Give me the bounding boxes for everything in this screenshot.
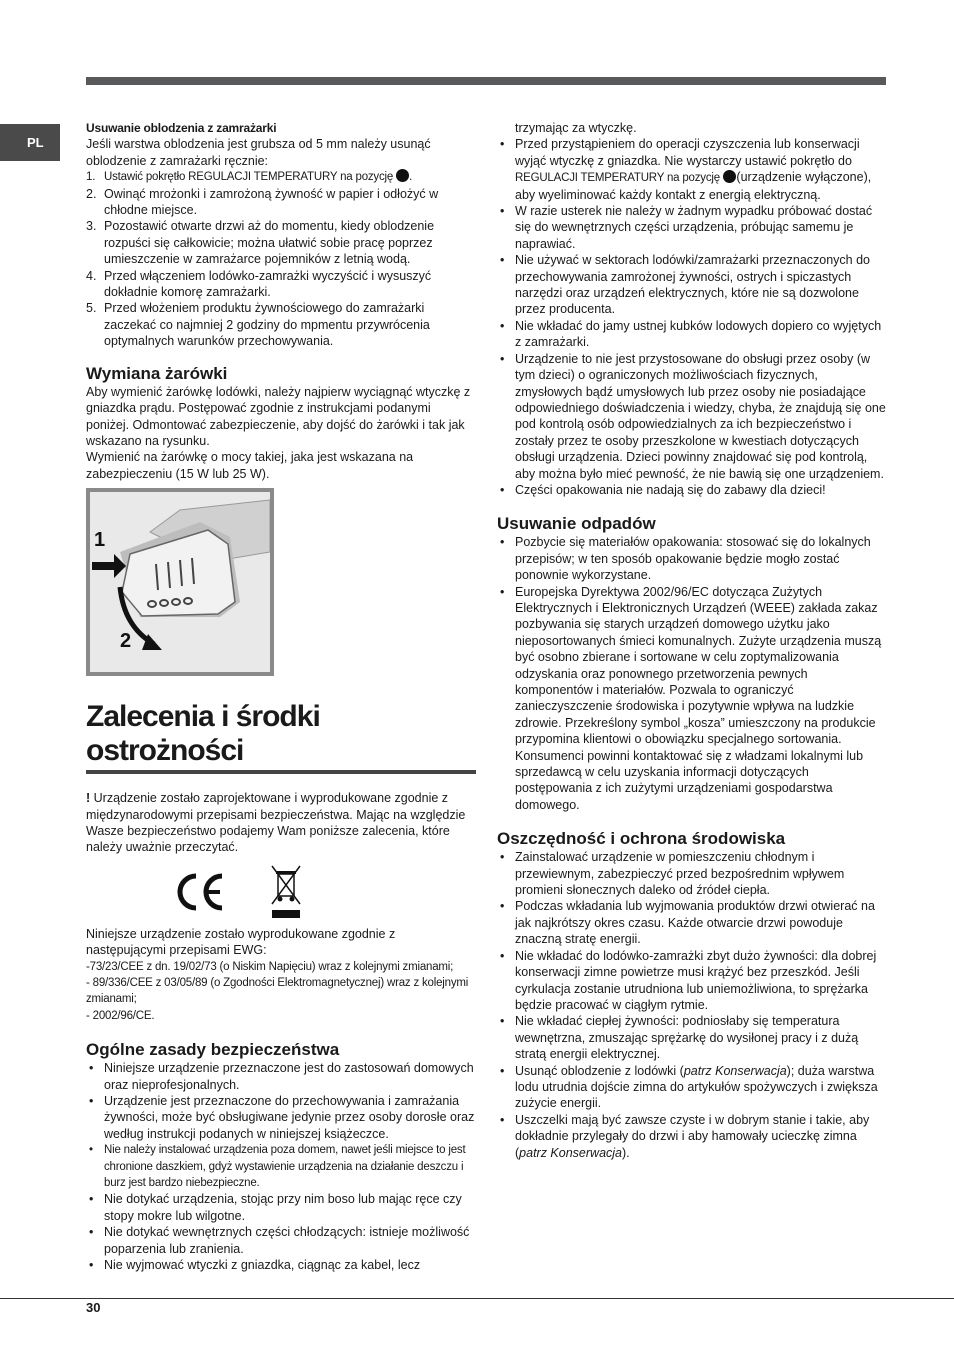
bulb-paragraph-2: Wymienić na żarówkę o mocy takiej, jaka jest wskazana na zabezpieczeniu (15 W lub 25 W). — [86, 450, 414, 481]
eco-title: Oszczędność i ochrona środowiska — [497, 829, 786, 849]
list-item: • Europejska Dyrektywa 2002/96/EC dotycząca Zużytych Elektrycznych i Elektronicznych Urządzeń (WEEE) zakłada zakaz pozbywania się starych urządzeń domowego użytku jako nieposortowanych śmieci komunalnych. Zużyte urządzenia muszą być osobno zbierane i sortowane w celu zoptymalizowania odzyskania oraz ponownego przetworzenia pewnych komponentów i materiałów. Pozwala to ograniczyć zanieczyszczenie środowiska i pozytywnie wpływa na ludzkie zdrowie. Przekreślony symbol „kosza” umieszczony na produkcie przypomina klientowi o obowiązku specjalnego sortowania. Konsumenci powinni kontaktować się z władzami lokalnymi lub sprzedawcą w celu uzyskania informacji dotyczących postępowania z ich zużytymi urządzeniami gospodarstwa domowego. — [497, 584, 887, 814]
defrost-intro: Jeśli warstwa oblodzenia jest grubsza od 5 mm należy usunąć oblodzenie z zamrażarki ręcznie: — [86, 137, 431, 168]
crossed-bin-icon — [270, 864, 302, 920]
warning-mark: ! — [86, 791, 91, 806]
cross-reference: patrz Konserwacja — [519, 1145, 622, 1160]
list-item: • Nie dotykać wewnętrznych części chłodzących: istnieje możliwość poparzenia lub zranienia. — [86, 1224, 476, 1257]
figure-label-1: 1 — [94, 529, 106, 552]
ce-mark-icon — [174, 872, 226, 912]
list-item: • Nie wkładać ciepłej żywności: podniosłaby się temperatura wewnętrzna, zmuszając sprężarkę do wysiłonej pracy i z dużą stratą energii elektrycznej. — [497, 1013, 887, 1062]
bottom-rule — [0, 1298, 954, 1299]
step-text: Ustawić pokrętło REGULACJI TEMPERATURY na pozycję — [104, 171, 394, 184]
ewg-item: - 89/336/CEE z 03/05/89 (o Zgodności Elektromagnetycznej) wraz z kolejnymi zmianami; — [86, 976, 469, 1006]
step-text: Przed włożeniem produktu żywnościowego do zamrażarki zaczekać co najmniej 2 godziny do mpmentu przywrócenia optymalnych warunków przechowywania. — [104, 301, 430, 349]
figure-label-2: 2 — [120, 630, 132, 653]
right-column — [497, 120, 887, 1161]
list-item: • Podczas wkładania lub wyjmowania produktów drzwi otwierać na jak najkrótszy okres czasu. Każde otwarcie drzwi powoduje znaczną stratę energii. — [497, 898, 887, 947]
continued-line: trzymając za wtyczkę. — [515, 121, 637, 135]
warning-text: Urządzenie zostało zaprojektowane i wyprodukowane zgodnie z międzynarodowymi przepisami bezpieczeństwa. Mając na względzie Wasze bezpieczeństwo podajemy Wam poniższe zalecenia, które należy uważnie przeczytać. — [86, 791, 466, 855]
list-item — [497, 1112, 887, 1161]
list-item: • Nie wkładać do jamy ustnej kubków lodowych dopiero co wyjętych z zamrażarki. — [497, 318, 887, 351]
list-item: • Zainstalować urządzenie w pomieszczeniu chłodnym i przewiewnym, zabezpieczyć przed bezpośrednim wpływem promieni słonecznych daleko od źródeł ciepła. — [497, 849, 887, 898]
list-item: • Urządzenie jest przeznaczone do przechowywania i zamrażania żywności, może być obsługiwane jedynie przez osoby dorosłe oraz według instrukcji podanych w niniejszej książeczce. — [86, 1093, 476, 1142]
step-text: Pozostawić otwarte drzwi aż do momentu, kiedy oblodzenie rozpuści się całkowicie; można ułatwić sobie pracę poprzez umieszczenie w zamrażarce pojemników z letnią wodą. — [104, 219, 435, 267]
bulb-paragraph-1: Aby wymienić żarówkę lodówki, należy najpierw wyciągnąć wtyczkę z gniazdka prądu. Postępować zgodnie z instrukcjami podanymi poniżej. Odmontować zabezpieczenie, aby dojść do żarówki i tak jak wskazano na rysunku. — [86, 384, 471, 448]
list-item — [86, 268, 476, 301]
ewg-intro: Niniejsze urządzenie zostało wyprodukowane zgodnie z następującymi przepisami EWG: — [86, 926, 396, 958]
defrost-steps — [86, 169, 476, 349]
list-item — [86, 218, 476, 267]
list-item: 1. Ustawić pokrętło REGULACJI TEMPERATURY na pozycję . — [86, 169, 476, 185]
item-text: Usunąć oblodzenie z lodówki ( — [515, 1063, 684, 1078]
list-item: • Urządzenie to nie jest przystosowane do obsługi przez osoby (w tym dzieci) o ograniczonych możliwościach fizycznych, zmysłowych bądź umysłowych lub przez osoby nie posiadające odpowiedniego doświadczenia i wiedzy, chyba, że znajdują się one pod kontrolą osób odpowiedzialnych za ich bezpieczeństwo i zostały przez te osoby przeszkolone w kwestiach dotyczących obsługi urządzenia. Dzieci powinny znajdować się pod kontrolą, aby można było mieć pewność, że nie bawią się one urządzeniem. — [497, 351, 887, 482]
temperature-dial-icon — [723, 170, 736, 183]
left-column — [86, 120, 476, 1273]
item-text: ). — [622, 1145, 630, 1160]
item-text: ); duża warstwa lodu utrudnia dojście zimna do artykułów spożywczych i zwiększa zużycie energii. — [515, 1063, 878, 1111]
list-item: • Niniejsze urządzenie przeznaczone jest do zastosowań domowych oraz nieprofesjonalnych. — [86, 1060, 476, 1093]
bulb-figure — [86, 488, 274, 676]
ewg-item: -73/23/CEE z dn. 19/02/73 (o Niskim Napięciu) wraz z kolejnymi zmianami; — [86, 960, 454, 973]
list-item: • Nie używać w sektorach lodówki/zamrażarki przeznaczonych do przechowywania zamrożonej żywności, ostrych i spiczastych narzędzi oraz urządzeń elektrycznych, które nie są dozwolone przez producenta. — [497, 252, 887, 318]
top-rule — [86, 77, 886, 85]
safety-title: Ogólne zasady bezpieczeństwa — [86, 1040, 340, 1060]
list-item: • Nie wkładać do lodówko-zamrażki zbyt dużo żywności: dla dobrej konserwacji zimne powietrze musi krążyć bez przeszkód. Jeśli cyrkulacja zostanie utrudniona lub uniemożliwiona, to sprężarka będzie pracować w ciągłym rytmie. — [497, 948, 887, 1014]
step-text: Owinąć mrożonki i zamrożoną żywność w papier i odłożyć w chłodne miejsce. — [104, 186, 439, 218]
item-text: REGULACJI TEMPERATURY na pozycję — [515, 172, 720, 185]
warning-paragraph — [86, 790, 476, 856]
eco-list — [497, 849, 887, 1161]
list-item — [497, 1063, 887, 1112]
bulb-title: Wymiana żarówki — [86, 363, 228, 383]
list-item: • Części opakowania nie nadają się do zabawy dla dzieci! — [497, 482, 887, 498]
ewg-item: - 2002/96/CE. — [86, 1009, 155, 1022]
waste-title: Usuwanie odpadów — [497, 514, 656, 534]
bulb-cover-illustration — [90, 492, 270, 672]
page-title: Zalecenia i środki ostrożności — [86, 700, 476, 774]
list-item — [497, 136, 887, 203]
item-text: (urządzenie wyłączone), aby wyeliminować każdy kontakt z energią elektryczną. — [515, 170, 872, 202]
temperature-dial-icon — [396, 169, 409, 182]
list-item: • Nie dotykać urządzenia, stojąc przy nim boso lub mając ręce czy stopy mokre lub wilgotne. — [86, 1191, 476, 1224]
step-text: Przed włączeniem lodówko-zamrażki wyczyścić i wysuszyć dokładnie komorę zamrażarki. — [104, 268, 432, 300]
compliance-symbols — [86, 864, 476, 922]
item-text: Uszczelki mają być zawsze czyste i w dobrym stanie i takie, aby dokładnie przylegały do drzwi i aby hamowały ucieczkę zimna ( — [515, 1112, 870, 1160]
safety-list-continued — [497, 136, 887, 498]
safety-list — [86, 1060, 476, 1273]
defrost-title: Usuwanie oblodzenia z zamrażarki — [86, 121, 277, 135]
list-item: • Pozbycie się materiałów opakowania: stosować się do lokalnych przepisów; w ten sposób opakowanie będzie mogło zostać ponownie wykorzystane. — [497, 534, 887, 583]
cross-reference: patrz Konserwacja — [683, 1063, 787, 1078]
page-number: 30 — [86, 1300, 101, 1315]
waste-list — [497, 534, 887, 813]
list-item: • W razie usterek nie należy w żadnym wypadku próbować dostać się do wewnętrznych części urządzenia, próbując samemu je naprawiać. — [497, 203, 887, 252]
list-item — [86, 300, 476, 349]
language-tab: PL — [0, 124, 60, 161]
item-text: Przed przystąpieniem do operacji czyszczenia lub konserwacji wyjąć wtyczkę z gniazdka. Nie wystarczy ustawić pokrętło do — [515, 137, 860, 168]
list-item: • Nie należy instalować urządzenia poza domem, nawet jeśli miejsce to jest chronione daszkiem, gdyż wystawienie urządzenia na działanie deszczu i burz jest bardzo niebezpieczne. — [86, 1142, 476, 1191]
list-item: • Nie wyjmować wtyczki z gniazdka, ciągnąc za kabel, lecz — [86, 1257, 476, 1273]
list-item — [86, 186, 476, 219]
